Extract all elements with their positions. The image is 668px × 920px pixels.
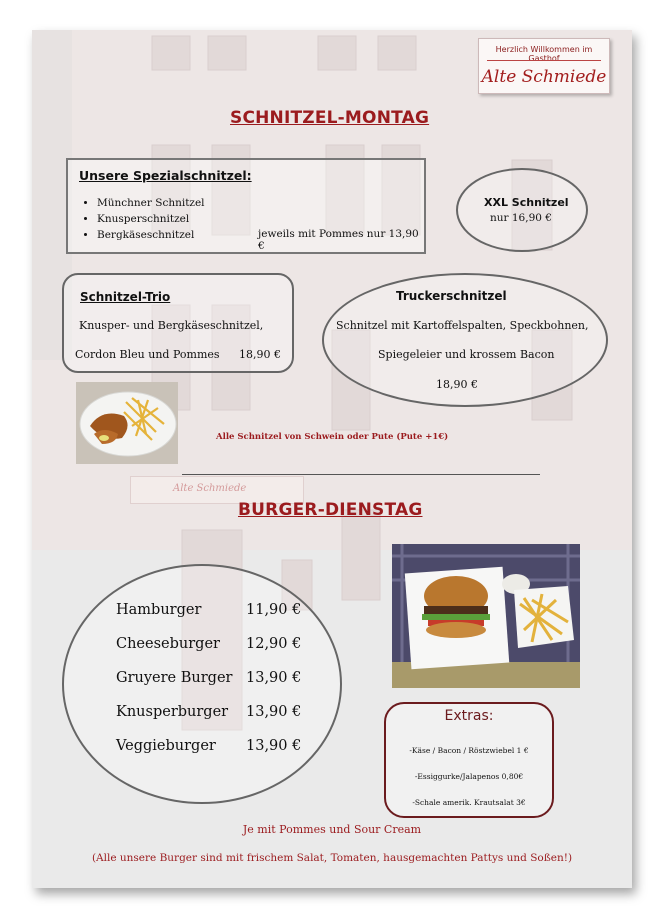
logo-name: Alte Schmiede <box>481 67 607 87</box>
list-item: • Bergkäseschnitzel <box>97 227 424 243</box>
xxl-schnitzel-price: nur 16,90 € <box>490 212 552 224</box>
burger-price: 11,90 € <box>246 602 302 618</box>
burger-price: 12,90 € <box>246 636 302 652</box>
schnitzel-trio-line2: Cordon Bleu und Pommes <box>75 348 220 361</box>
menu-sheet <box>32 30 632 888</box>
burger-price: 13,90 € <box>246 738 302 754</box>
list-item: • Münchner Schnitzel <box>97 195 424 211</box>
xxl-schnitzel-ellipse <box>456 168 588 252</box>
special-schnitzel-price: jeweils mit Pommes nur 13,90 € <box>258 228 419 252</box>
truckerschnitzel-ellipse <box>322 273 608 407</box>
building-sign-text: Alte Schmiede <box>173 483 247 494</box>
logo-divider <box>487 60 601 61</box>
burger-price: 13,90 € <box>246 670 302 686</box>
truckerschnitzel-line2: Spiegeleier und krossem Bacon <box>378 348 555 361</box>
list-item: • Knusperschnitzel <box>97 211 424 227</box>
extras-item: -Käse / Bacon / Röstzwiebel 1 € <box>409 746 529 755</box>
schnitzel-trio-price: 18,90 € <box>239 348 281 361</box>
schnitzel-monday-heading: SCHNITZEL-MONTAG <box>230 108 430 128</box>
burger-ingredients-note: (Alle unsere Burger sind mit frischem Salat, Tomaten, hausgemachten Pattys und Soßen!) <box>91 852 573 864</box>
xxl-schnitzel-title: XXL Schnitzel <box>484 196 569 209</box>
burger-name: Knusperburger <box>116 704 229 720</box>
special-schnitzel-title: Unsere Spezialschnitzel: <box>79 168 252 183</box>
schnitzel-trio-line1: Knusper- und Bergkäseschnitzel, <box>79 319 264 332</box>
logo-welcome-text: Herzlich Willkommen im Gasthof <box>495 45 593 63</box>
extras-item: -Schale amerik. Krautsalat 3€ <box>412 798 526 807</box>
burger-price: 13,90 € <box>246 704 302 720</box>
truckerschnitzel-line1: Schnitzel mit Kartoffelspalten, Speckbohnen, <box>336 319 589 332</box>
restaurant-logo <box>478 38 610 94</box>
schnitzel-photo <box>76 382 178 464</box>
truckerschnitzel-price: 18,90 € <box>436 378 478 391</box>
special-schnitzel-box <box>66 158 426 254</box>
burger-name: Veggieburger <box>116 738 216 754</box>
truckerschnitzel-title: Truckerschnitzel <box>396 289 507 303</box>
schnitzel-meat-note: Alle Schnitzel von Schwein oder Pute (Pute +1€) <box>216 432 449 442</box>
schnitzel-trio-box <box>62 273 294 373</box>
extras-title: Extras: <box>444 708 494 724</box>
section-divider <box>182 474 540 475</box>
extras-item: -Essiggurke/Jalapenos 0,80€ <box>414 772 524 781</box>
extras-box <box>384 702 554 818</box>
burger-name: Cheeseburger <box>116 636 220 652</box>
burger-list-ellipse <box>62 564 342 804</box>
schnitzel-trio-title: Schnitzel-Trio <box>80 290 171 304</box>
burger-sides-note: Je mit Pommes und Sour Cream <box>242 823 422 836</box>
burger-name: Gruyere Burger <box>116 670 233 686</box>
burger-tuesday-heading: BURGER-DIENSTAG <box>238 500 423 520</box>
burger-photo <box>392 544 580 688</box>
burger-name: Hamburger <box>116 602 202 618</box>
